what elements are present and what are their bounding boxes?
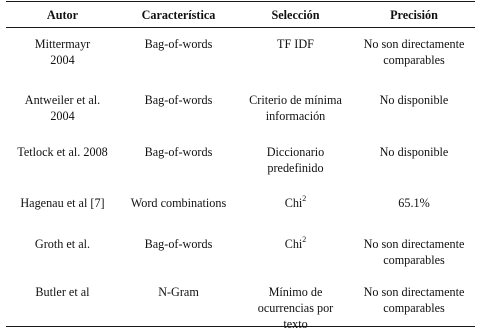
cell-seleccion-base: Chi bbox=[284, 237, 303, 251]
cell-seleccion bbox=[238, 83, 353, 135]
cell-autor-text: Butler et al bbox=[35, 285, 90, 299]
cell-caracteristica-text: Bag-of-words bbox=[144, 145, 213, 159]
cell-caracteristica-text: Bag-of-words bbox=[144, 93, 213, 107]
cell-caracteristica bbox=[119, 27, 238, 83]
cell-caracteristica-text: Bag-of-words bbox=[144, 237, 213, 251]
cell-caracteristica bbox=[119, 83, 238, 135]
cell-autor bbox=[6, 186, 119, 227]
cell-autor-text: Antweiler et al. 2004 bbox=[24, 93, 101, 123]
cell-caracteristica bbox=[119, 135, 238, 186]
cell-precision-text: No son directamente comparables bbox=[363, 285, 465, 315]
cell-seleccion bbox=[238, 186, 353, 227]
cell-caracteristica-text: N-Gram bbox=[158, 285, 199, 299]
cell-autor bbox=[6, 83, 119, 135]
cell-precision-text: No disponible bbox=[379, 93, 449, 107]
comparison-table bbox=[6, 3, 475, 335]
table-row bbox=[6, 27, 475, 83]
cell-precision bbox=[353, 83, 475, 135]
cell-autor-text: Groth et al. bbox=[34, 237, 91, 251]
cell-seleccion-text: TF IDF bbox=[277, 37, 314, 51]
cell-seleccion-superscript: 2 bbox=[302, 193, 307, 203]
header-seleccion: Selección bbox=[271, 8, 320, 22]
cell-autor bbox=[6, 27, 119, 83]
cell-seleccion-superscript: 2 bbox=[302, 234, 307, 244]
cell-caracteristica-text: Bag-of-words bbox=[144, 37, 213, 51]
cell-seleccion-text: Criterio de mínima información bbox=[249, 93, 342, 123]
cell-autor bbox=[6, 135, 119, 186]
cell-seleccion bbox=[238, 135, 353, 186]
cell-precision-text: 65.1% bbox=[398, 196, 430, 210]
cell-seleccion bbox=[238, 27, 353, 83]
cell-seleccion-text: Mínimo de ocurrencias por texto bbox=[257, 285, 334, 331]
table-row bbox=[6, 275, 475, 335]
cell-precision bbox=[353, 227, 475, 275]
cell-autor bbox=[6, 275, 119, 335]
cell-precision bbox=[353, 27, 475, 83]
cell-precision-text: No son directamente comparables bbox=[363, 37, 465, 67]
table-row bbox=[6, 227, 475, 275]
table-top-rule bbox=[6, 1, 475, 2]
table-row bbox=[6, 83, 475, 135]
cell-caracteristica-text: Word combinations bbox=[130, 196, 227, 210]
cell-seleccion-text: Diccionario predefinido bbox=[266, 145, 325, 175]
cell-seleccion bbox=[238, 275, 353, 335]
table-row bbox=[6, 135, 475, 186]
table-header-row bbox=[6, 3, 475, 27]
cell-caracteristica bbox=[119, 275, 238, 335]
table-row bbox=[6, 186, 475, 227]
cell-caracteristica bbox=[119, 186, 238, 227]
cell-autor-text: Hagenau et al [7] bbox=[20, 196, 105, 210]
cell-precision-text: No disponible bbox=[379, 145, 449, 159]
cell-precision-text: No son directamente comparables bbox=[363, 237, 465, 267]
cell-autor-text: Tetlock et al. 2008 bbox=[17, 145, 108, 159]
header-precision: Precisión bbox=[390, 8, 438, 22]
cell-autor bbox=[6, 227, 119, 275]
cell-autor-text: Mittermayr 2004 bbox=[34, 37, 91, 67]
cell-precision bbox=[353, 135, 475, 186]
cell-seleccion-base: Chi bbox=[284, 196, 303, 210]
cell-precision bbox=[353, 186, 475, 227]
header-autor: Autor bbox=[46, 8, 79, 22]
cell-precision bbox=[353, 275, 475, 335]
header-caracteristica: Característica bbox=[141, 8, 216, 22]
cell-caracteristica bbox=[119, 227, 238, 275]
cell-seleccion bbox=[238, 227, 353, 275]
